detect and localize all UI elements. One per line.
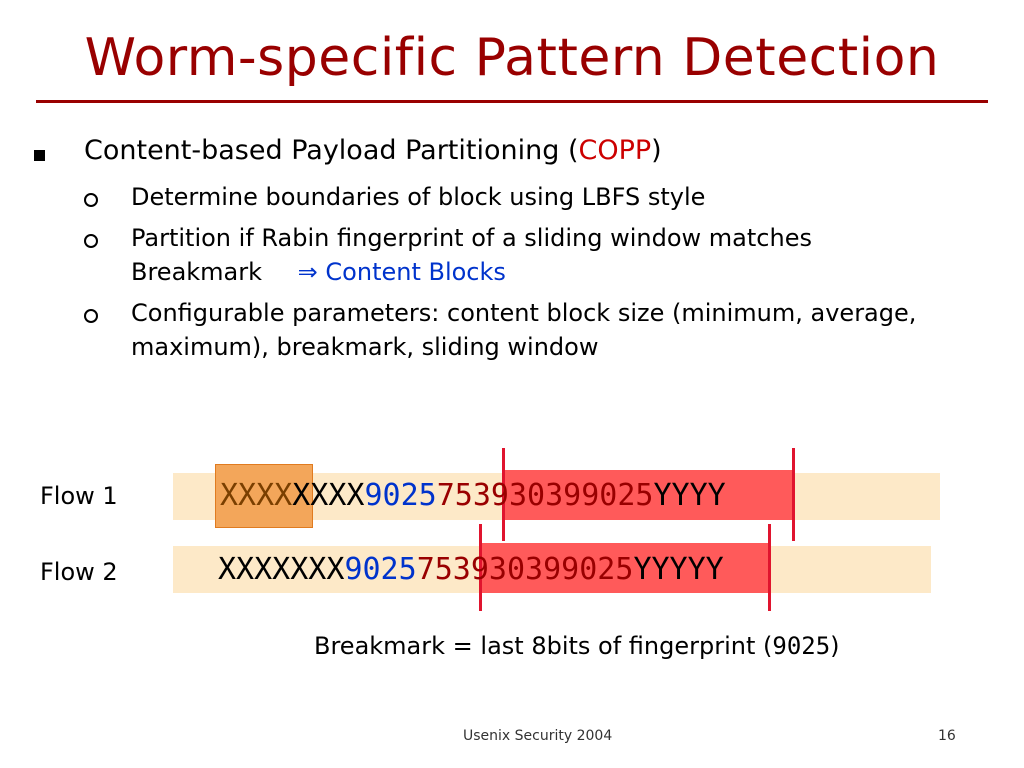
flow-2-prefix: XXXXXXX xyxy=(218,552,345,587)
sub-bullet-text: Determine boundaries of block using LBFS style xyxy=(131,183,706,211)
flow-2-sequence xyxy=(218,552,724,587)
flow-2-label: Flow 2 xyxy=(40,558,118,586)
sub-bullet-lbfs xyxy=(131,180,705,214)
flow-2-suffix: YYYYY xyxy=(633,552,724,587)
breakmark-caption xyxy=(314,632,840,660)
title-underline xyxy=(36,100,988,103)
caption-close: ) xyxy=(830,632,840,660)
sub-bullet-text-cont: maximum), breakmark, sliding window xyxy=(131,333,599,361)
flow-1-sequence xyxy=(220,478,726,513)
caption-value: 9025 xyxy=(772,632,831,660)
slide-title: Worm-specific Pattern Detection xyxy=(84,28,940,88)
square-bullet-icon xyxy=(34,150,45,161)
circle-bullet-icon xyxy=(84,193,98,207)
caption-text: Breakmark = last 8bits of fingerprint ( xyxy=(314,632,773,660)
flow-2-block-value: 753930399025 xyxy=(416,552,634,587)
flow-2-breakmark: 9025 xyxy=(344,552,417,587)
flow-1-end-boundary xyxy=(792,448,795,541)
sub-bullet-rabin xyxy=(131,221,812,289)
flow-1-suffix: YYYY xyxy=(653,478,726,513)
sub-bullet-text-cont xyxy=(131,255,812,289)
bullet-copp xyxy=(84,135,662,166)
content-blocks-note: ⇒ Content Blocks xyxy=(297,258,506,286)
slide-number: 16 xyxy=(938,728,956,744)
flow-1-breakmark: 9025 xyxy=(364,478,437,513)
bullet-copp-text: Content-based Payload Partitioning ( xyxy=(84,135,579,166)
circle-bullet-icon xyxy=(84,234,98,248)
sub-bullet-text: Partition if Rabin fingerprint of a sliding window matches xyxy=(131,224,812,252)
flow-1-block-value: 753930399025 xyxy=(436,478,654,513)
flow-1-prefix: XXXX xyxy=(292,478,365,513)
flow-1-prefix-highlight: XXXX xyxy=(220,478,293,513)
flow-2-end-boundary xyxy=(768,524,771,611)
sub-bullet-text: Configurable parameters: content block size (minimum, average, xyxy=(131,299,917,327)
footer-conference: Usenix Security 2004 xyxy=(463,728,613,744)
bullet-copp-close: ) xyxy=(651,135,662,166)
sub-bullet-params xyxy=(131,296,916,364)
circle-bullet-icon xyxy=(84,309,98,323)
breakmark-word: Breakmark xyxy=(131,258,263,286)
copp-acronym: COPP xyxy=(578,135,652,166)
flow-1-label: Flow 1 xyxy=(40,482,118,510)
